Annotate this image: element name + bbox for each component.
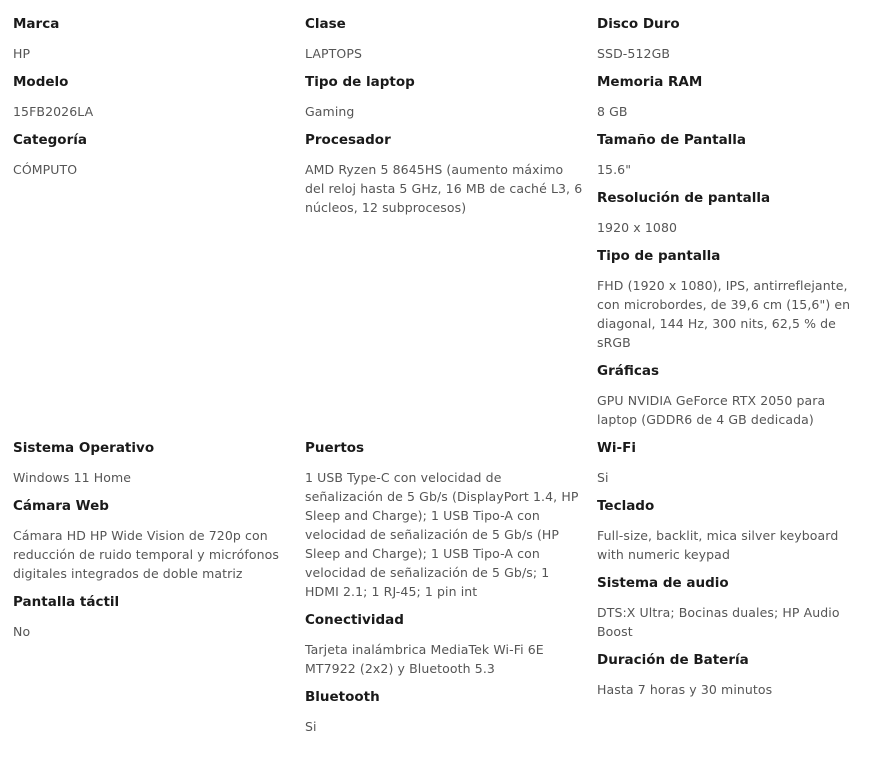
spec-label: Bluetooth: [305, 689, 380, 705]
spec-value: Hasta 7 horas y 30 minutos: [597, 682, 773, 697]
spec-modelo: [13, 72, 291, 121]
spec-value: Gaming: [305, 104, 355, 119]
spec-graficas: [597, 361, 869, 429]
spec-label: Resolución de pantalla: [597, 190, 771, 206]
spec-value: AMD Ryzen 5 8645HS (aumento máximo del reloj hasta 5 GHz, 16 MB de caché L3, 6 núcleos, 12 subprocesos): [305, 162, 583, 215]
spec-label: Clase: [305, 16, 346, 32]
spec-label: Teclado: [597, 498, 655, 514]
spec-label: Duración de Batería: [597, 652, 749, 668]
spec-value: 15.6": [597, 162, 632, 177]
spec-tamano-de-pantalla: [597, 130, 869, 179]
spec-value: Tarjeta inalámbrica MediaTek Wi-Fi 6E MT7922 (2x2) y Bluetooth 5.3: [305, 642, 544, 676]
spec-value: LAPTOPS: [305, 46, 362, 61]
spec-pantalla-tactil: [13, 592, 291, 641]
spec-value: HP: [13, 46, 31, 61]
spec-bluetooth: [305, 687, 583, 736]
spec-label: Marca: [13, 16, 60, 32]
specs-group-2: [0, 438, 870, 745]
specs-column-3: [597, 438, 870, 745]
specs-column-3: [597, 14, 870, 438]
spec-label: Cámara Web: [13, 498, 109, 514]
spec-marca: [13, 14, 291, 63]
spec-teclado: [597, 496, 869, 564]
spec-sistema-de-audio: [597, 573, 869, 641]
spec-value: SSD-512GB: [597, 46, 671, 61]
spec-value: DTS:X Ultra; Bocinas duales; HP Audio Boost: [597, 605, 840, 639]
spec-value: FHD (1920 x 1080), IPS, antirreflejante, con microbordes, de 39,6 cm (15,6") en diagonal, 144 Hz, 300 nits, 62,5 % de sRGB: [597, 278, 851, 350]
spec-memoria-ram: [597, 72, 869, 121]
spec-value: Si: [305, 719, 317, 734]
spec-value: GPU NVIDIA GeForce RTX 2050 para laptop (GDDR6 de 4 GB dedicada): [597, 393, 826, 427]
spec-label: Tamaño de Pantalla: [597, 132, 747, 148]
spec-label: Conectividad: [305, 612, 404, 628]
spec-label: Wi-Fi: [597, 440, 636, 456]
spec-value: Si: [597, 470, 609, 485]
spec-value: 15FB2026LA: [13, 104, 94, 119]
spec-value: No: [13, 624, 31, 639]
spec-tipo-de-pantalla: [597, 246, 869, 352]
spec-puertos: [305, 438, 583, 601]
spec-disco-duro: [597, 14, 869, 63]
spec-value: 1920 x 1080: [597, 220, 678, 235]
spec-camara-web: [13, 496, 291, 583]
spec-procesador: [305, 130, 583, 217]
spec-label: Disco Duro: [597, 16, 680, 32]
spec-wifi: [597, 438, 869, 487]
spec-label: Modelo: [13, 74, 69, 90]
specs-column-2: [305, 14, 597, 438]
spec-value: Full-size, backlit, mica silver keyboard with numeric keypad: [597, 528, 839, 562]
specs-column-1: [13, 14, 305, 438]
spec-label: Tipo de pantalla: [597, 248, 721, 264]
spec-value: CÓMPUTO: [13, 162, 78, 177]
spec-sistema-operativo: [13, 438, 291, 487]
spec-value: 8 GB: [597, 104, 628, 119]
spec-label: Puertos: [305, 440, 365, 456]
spec-tipo-de-laptop: [305, 72, 583, 121]
spec-label: Categoría: [13, 132, 87, 148]
spec-value: Cámara HD HP Wide Vision de 720p con reducción de ruido temporal y micrófonos digitales integrados de doble matriz: [13, 528, 279, 581]
spec-conectividad: [305, 610, 583, 678]
spec-label: Procesador: [305, 132, 391, 148]
specs-column-1: [13, 438, 305, 745]
spec-label: Sistema de audio: [597, 575, 729, 591]
specs-column-2: [305, 438, 597, 745]
spec-label: Memoria RAM: [597, 74, 703, 90]
spec-categoria: [13, 130, 291, 179]
spec-label: Pantalla táctil: [13, 594, 120, 610]
spec-label: Sistema Operativo: [13, 440, 155, 456]
spec-value: 1 USB Type-C con velocidad de señalización de 5 Gb/s (DisplayPort 1.4, HP Sleep and Charge); 1 USB Tipo-A con velocidad de señalización de 5 Gb/s (HP Sleep and Charge); 1 USB Tipo-A con velocidad de señalización de 5 Gb/s; 1 HDMI 2.1; 1 RJ-45; 1 pin int: [305, 470, 579, 599]
spec-value: Windows 11 Home: [13, 470, 132, 485]
spec-duracion-de-bateria: [597, 650, 869, 699]
spec-clase: [305, 14, 583, 63]
spec-label: Tipo de laptop: [305, 74, 415, 90]
spec-label: Gráficas: [597, 363, 660, 379]
spec-resolucion-de-pantalla: [597, 188, 869, 237]
